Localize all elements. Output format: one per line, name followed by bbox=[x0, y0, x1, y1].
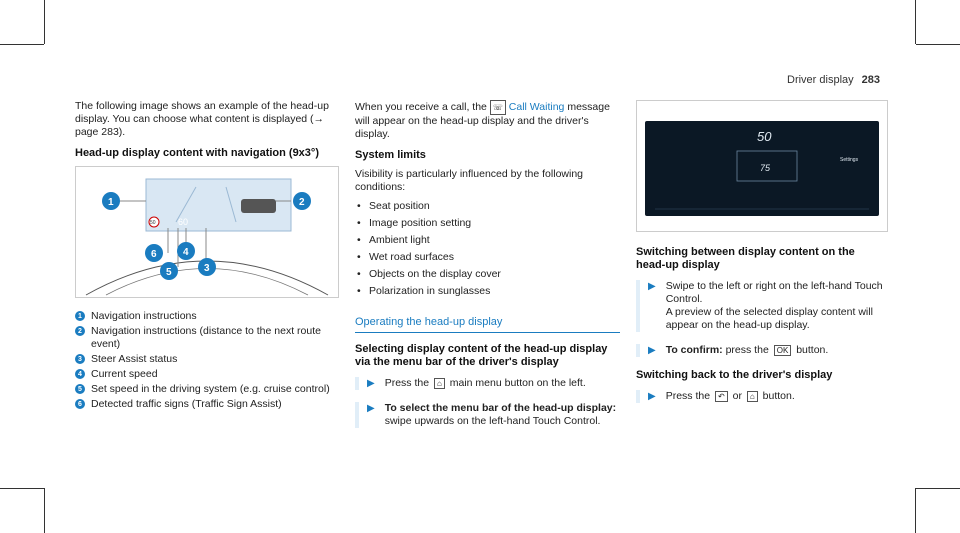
screen-sub-speed: 75 bbox=[760, 163, 771, 173]
step-text: button. bbox=[762, 390, 795, 402]
call-waiting-text: Call Waiting bbox=[508, 101, 565, 113]
svg-text:3: 3 bbox=[204, 263, 210, 274]
arrow-icon: ▶ bbox=[648, 391, 656, 402]
section-heading: Operating the head-up display bbox=[355, 316, 620, 333]
screen-speed: 50 bbox=[757, 129, 772, 144]
list-item: • Image position setting bbox=[369, 217, 620, 230]
crop-mark bbox=[916, 44, 960, 45]
arrow-icon: ▶ bbox=[648, 281, 656, 292]
crop-mark bbox=[916, 488, 960, 489]
list-item: • Seat position bbox=[369, 200, 620, 213]
display-figure bbox=[636, 100, 888, 232]
running-header bbox=[787, 74, 880, 86]
list-item: • Wet road surfaces bbox=[369, 251, 620, 264]
step bbox=[636, 390, 886, 403]
back-heading: Switching back to the driver's display bbox=[636, 369, 833, 381]
list-item: • Objects on the display cover bbox=[369, 268, 620, 281]
list-item: • Polarization in sunglasses bbox=[369, 285, 620, 298]
limits-list bbox=[355, 200, 620, 298]
step-text: main menu button on the left. bbox=[449, 377, 586, 389]
step-text: Press the bbox=[665, 390, 711, 402]
step-bold: To select the menu bar of the head-up display: bbox=[384, 402, 617, 414]
call-paragraph bbox=[355, 100, 620, 141]
step-text: press the bbox=[725, 344, 769, 356]
svg-text:1: 1 bbox=[108, 197, 114, 208]
crop-mark bbox=[44, 0, 45, 44]
legend-number: 5 bbox=[75, 384, 85, 394]
ok-icon: OK bbox=[774, 345, 792, 356]
call-text-post: message will appear on the head-up display and the driver's display. bbox=[355, 101, 610, 140]
step bbox=[355, 402, 620, 428]
legend-text: Detected traffic signs (Traffic Sign Assist) bbox=[91, 398, 282, 410]
legend-number: 6 bbox=[75, 399, 85, 409]
display-illustration bbox=[645, 121, 879, 216]
arrow-icon: ▶ bbox=[648, 345, 656, 356]
legend-text: Navigation instructions bbox=[91, 310, 197, 322]
select-heading: Selecting display content of the head-up display via the menu bar of the driver's display bbox=[355, 343, 608, 368]
step bbox=[636, 344, 886, 357]
speed-value: 60 bbox=[178, 217, 189, 227]
column-3 bbox=[636, 100, 886, 415]
figure-legend bbox=[75, 310, 337, 411]
step-text: button. bbox=[796, 344, 829, 356]
back-icon: ↶ bbox=[715, 391, 728, 402]
page-number: 283 bbox=[861, 74, 880, 86]
crop-mark bbox=[0, 44, 44, 45]
legend-item bbox=[75, 325, 337, 351]
step bbox=[355, 377, 620, 390]
legend-text: Steer Assist status bbox=[91, 353, 178, 365]
crop-mark bbox=[915, 488, 916, 533]
limits-intro: Visibility is particularly influenced by the following conditions: bbox=[355, 168, 584, 193]
step-text: A preview of the selected display content will appear on the head-up display. bbox=[665, 306, 873, 331]
step-text: or bbox=[732, 390, 742, 402]
intro-text: The following image shows an example of the head-up display. You can choose what content is displayed (→ page 283). bbox=[75, 100, 329, 138]
hud-figure bbox=[75, 166, 339, 298]
svg-text:2: 2 bbox=[299, 197, 305, 208]
figure-heading: Head-up display content with navigation (9x3°) bbox=[75, 147, 319, 159]
svg-text:6: 6 bbox=[151, 249, 157, 260]
step-text: Press the bbox=[384, 377, 430, 389]
phone-icon: ☏ bbox=[490, 100, 506, 115]
arrow-icon: ▶ bbox=[367, 378, 375, 389]
limits-heading: System limits bbox=[355, 149, 426, 161]
legend-item bbox=[75, 368, 337, 381]
step-text: Swipe to the left or right on the left-hand Touch Control. bbox=[665, 280, 883, 305]
sign-value: 50 bbox=[150, 220, 156, 226]
home-icon: ⌂ bbox=[747, 391, 758, 402]
legend-item bbox=[75, 353, 337, 366]
legend-item bbox=[75, 383, 337, 396]
legend-text: Current speed bbox=[91, 368, 158, 380]
header-section: Driver display bbox=[787, 74, 854, 86]
column-1 bbox=[75, 100, 337, 413]
svg-text:5: 5 bbox=[166, 267, 172, 278]
display-screen bbox=[645, 121, 879, 216]
switch-heading: Switching between display content on the head-up display bbox=[636, 246, 855, 271]
legend-text: Navigation instructions (distance to the next route event) bbox=[91, 325, 321, 350]
step-text: swipe upwards on the left-hand Touch Control. bbox=[384, 415, 601, 427]
crop-mark bbox=[44, 488, 45, 533]
column-2 bbox=[355, 100, 620, 440]
legend-text: Set speed in the driving system (e.g. cruise control) bbox=[91, 383, 330, 395]
call-text-pre: When you receive a call, the bbox=[355, 101, 487, 113]
home-icon: ⌂ bbox=[434, 378, 445, 389]
legend-item bbox=[75, 310, 337, 323]
legend-number: 2 bbox=[75, 326, 85, 336]
legend-number: 3 bbox=[75, 354, 85, 364]
hud-illustration bbox=[76, 167, 338, 297]
crop-mark bbox=[0, 488, 44, 489]
legend-number: 4 bbox=[75, 369, 85, 379]
step bbox=[636, 280, 886, 332]
legend-item bbox=[75, 398, 337, 411]
crop-mark bbox=[915, 0, 916, 44]
arrow-icon: ▶ bbox=[367, 403, 375, 414]
step-bold: To confirm: bbox=[665, 344, 723, 356]
screen-menu: Settings bbox=[840, 157, 859, 163]
list-item: • Ambient light bbox=[369, 234, 620, 247]
svg-text:4: 4 bbox=[183, 247, 189, 258]
legend-number: 1 bbox=[75, 311, 85, 321]
